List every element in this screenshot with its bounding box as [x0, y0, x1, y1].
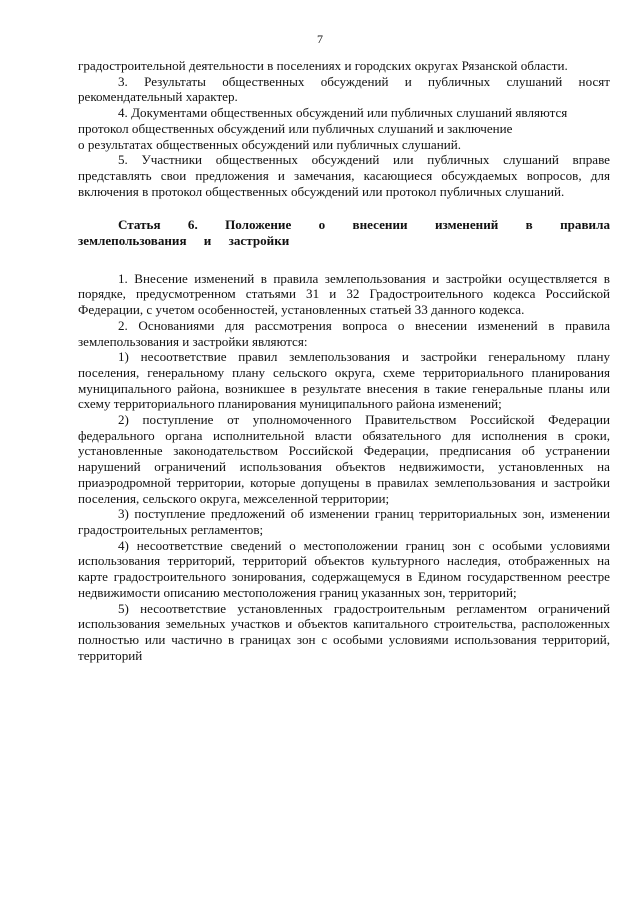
article-subitem-3: 3) поступление предложений об изменении границ территориальных зон, изменении градостроительных регламентов; [78, 506, 610, 537]
page-number: 7 [317, 32, 323, 46]
article-subitem-1: 1) несоответствие правил землепользования и застройки генеральному плану поселения, генеральному плану сельского округа, схеме территориального планирования муниципального района, возникшее в результате внесения в такие генеральные планы или схему территориального планирования муниципального района изменений; [78, 349, 610, 412]
article-paragraph-1: 1. Внесение изменений в правила землепользования и застройки осуществляется в порядке, предусмотренном статьями 31 и 32 Градостроительного кодекса Российской Федерации, с учетом особенностей, установленных статьей 33 данного кодекса. [78, 270, 610, 318]
paragraph-item-4: 4. Документами общественных обсуждений или публичных слушаний являются протокол общественных обсуждений или публичных слушаний и заключение [78, 105, 568, 136]
article-subitem-4: 4) несоответствие сведений о местоположении границ зон с особыми условиями использования территорий, территорий объектов культурного наследия, отображенных на карте градостроительного зонирования, содержащемуся в Едином государственном реестре недвижимости описанию местоположения границ указанных зон, территорий; [78, 537, 610, 600]
article-paragraph-2: 2. Основаниями для рассмотрения вопроса о внесении изменений в правила землепользования и застройки являются: [78, 317, 610, 349]
article-heading: Статья 6. Положение о внесении изменений в правила землепользования и застройки [78, 217, 610, 249]
document-body [78, 58, 610, 663]
paragraph-continuation: градостроительной деятельности в поселениях и городских округах Рязанской области. [78, 58, 568, 73]
paragraph-item-3: 3. Результаты общественных обсуждений и публичных слушаний носят рекомендательный характер. [78, 73, 610, 105]
paragraph-item-5: 5. Участники общественных обсуждений или публичных слушаний вправе представлять свои предложения и замечания, касающиеся обсуждаемых вопросов, для включения в протокол общественных обсуждений или протокол публичных слушаний. [78, 152, 610, 199]
article-subitem-2: 2) поступление от уполномоченного Правительством Российской Федерации федерального органа исполнительной власти обязательного для исполнения в сроки, установленные законодательством Российской Федерации, предписания об устранении нарушений ограничений использования объектов недвижимости, установленных на приаэродромной территории, которые допущены в правилах землепользования и застройки поселения, сельского округа, межселенной территории; [78, 412, 610, 506]
paragraph-item-4-continuation: о результатах общественных обсуждений или публичных слушаний. [78, 136, 462, 152]
article-subitem-5: 5) несоответствие установленных градостроительным регламентом ограничений использования земельных участков и объектов капитального строительства, расположенных полностью или частично в границах зон с особыми условиями использования территорий, территорий [78, 600, 610, 663]
